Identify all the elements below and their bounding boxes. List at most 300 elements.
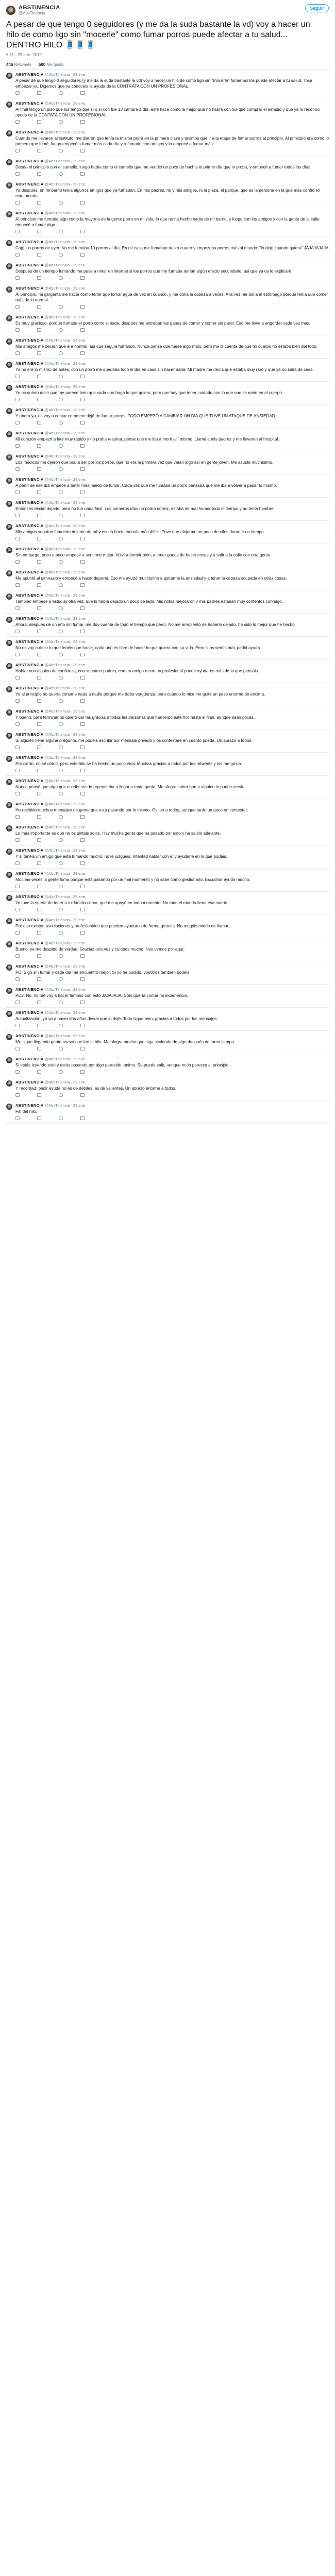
retweet-icon[interactable] — [37, 560, 41, 564]
follow-button[interactable]: Seguir — [305, 4, 329, 12]
reply-tweet[interactable] — [6, 544, 329, 567]
reply-tweet[interactable] — [6, 637, 329, 660]
message-icon[interactable] — [80, 149, 85, 152]
message-icon[interactable] — [80, 253, 85, 257]
reply-tweet[interactable] — [6, 451, 329, 474]
message-icon[interactable] — [80, 977, 85, 981]
avatar[interactable] — [6, 849, 12, 855]
message-icon[interactable] — [80, 676, 85, 680]
reply-icon[interactable] — [15, 606, 20, 610]
reply-tweet[interactable] — [6, 70, 329, 98]
avatar[interactable] — [6, 263, 12, 269]
reply-icon[interactable] — [15, 398, 20, 401]
retweet-icon[interactable] — [37, 861, 41, 865]
reply-tweet[interactable] — [6, 498, 329, 521]
avatar[interactable] — [6, 547, 12, 553]
reply-icon[interactable] — [15, 328, 20, 332]
heart-icon[interactable] — [59, 1001, 63, 1004]
message-icon[interactable] — [80, 421, 85, 425]
message-icon[interactable] — [80, 792, 85, 795]
retweet-icon[interactable] — [37, 172, 41, 176]
reply-author[interactable]: ABSTINENCIA — [15, 709, 44, 714]
avatar[interactable] — [6, 1034, 12, 1040]
retweet-icon[interactable] — [37, 91, 41, 95]
message-icon[interactable] — [80, 230, 85, 233]
retweet-icon[interactable] — [37, 537, 41, 540]
heart-icon[interactable] — [59, 253, 63, 257]
reply-icon[interactable] — [15, 630, 20, 633]
reply-author[interactable]: ABSTINENCIA — [15, 918, 44, 922]
retweet-icon[interactable] — [37, 328, 41, 332]
avatar[interactable] — [6, 570, 12, 577]
avatar[interactable] — [6, 315, 12, 321]
message-icon[interactable] — [80, 1024, 85, 1027]
reply-icon[interactable] — [15, 861, 20, 865]
avatar[interactable] — [6, 733, 12, 739]
heart-icon[interactable] — [59, 1093, 63, 1097]
reply-author[interactable]: ABSTINENCIA — [15, 211, 44, 215]
message-icon[interactable] — [80, 838, 85, 842]
reply-icon[interactable] — [15, 1093, 20, 1097]
reply-icon[interactable] — [15, 444, 20, 448]
retweet-icon[interactable] — [37, 120, 41, 124]
reply-tweet[interactable] — [6, 359, 329, 382]
heart-icon[interactable] — [59, 676, 63, 680]
reply-icon[interactable] — [15, 514, 20, 517]
message-icon[interactable] — [80, 931, 85, 935]
reply-tweet[interactable] — [6, 1031, 329, 1054]
message-icon[interactable] — [80, 1047, 85, 1050]
heart-icon[interactable] — [59, 467, 63, 471]
retweet-icon[interactable] — [37, 514, 41, 517]
reply-author[interactable]: ABSTINENCIA — [15, 130, 44, 134]
reply-icon[interactable] — [15, 1047, 20, 1050]
avatar[interactable] — [6, 182, 12, 189]
reply-author[interactable]: ABSTINENCIA — [15, 825, 44, 829]
avatar[interactable] — [6, 825, 12, 832]
heart-icon[interactable] — [59, 375, 63, 378]
reply-icon[interactable] — [15, 537, 20, 540]
reply-author[interactable]: ABSTINENCIA — [15, 286, 44, 291]
heart-icon[interactable] — [59, 149, 63, 152]
reply-tweet[interactable] — [6, 799, 329, 822]
reply-icon[interactable] — [15, 305, 20, 309]
reply-icon[interactable] — [15, 676, 20, 680]
message-icon[interactable] — [80, 444, 85, 448]
reply-author[interactable]: ABSTINENCIA — [15, 964, 44, 969]
heart-icon[interactable] — [59, 954, 63, 958]
reply-tweet[interactable] — [6, 1008, 329, 1031]
reply-author[interactable]: ABSTINENCIA — [15, 477, 44, 482]
retweet-icon[interactable] — [37, 722, 41, 726]
heart-icon[interactable] — [59, 769, 63, 772]
reply-author[interactable]: ABSTINENCIA — [15, 802, 44, 806]
reply-icon[interactable] — [15, 253, 20, 257]
reply-author[interactable]: ABSTINENCIA — [15, 848, 44, 853]
avatar[interactable] — [6, 130, 12, 137]
retweet-icon[interactable] — [37, 1047, 41, 1050]
retweet-icon[interactable] — [37, 1116, 41, 1120]
reply-icon[interactable] — [15, 1001, 20, 1004]
message-icon[interactable] — [80, 514, 85, 517]
message-icon[interactable] — [80, 120, 85, 124]
message-icon[interactable] — [80, 276, 85, 280]
message-icon[interactable] — [80, 653, 85, 656]
heart-icon[interactable] — [59, 172, 63, 176]
retweet-icon[interactable] — [37, 398, 41, 401]
heart-icon[interactable] — [59, 351, 63, 355]
message-icon[interactable] — [80, 172, 85, 176]
reply-tweet[interactable] — [6, 730, 329, 753]
avatar[interactable] — [6, 686, 12, 692]
reply-author[interactable]: ABSTINENCIA — [15, 315, 44, 319]
avatar[interactable] — [6, 802, 12, 808]
message-icon[interactable] — [80, 1116, 85, 1120]
reply-tweet[interactable] — [6, 208, 329, 237]
retweet-icon[interactable] — [37, 769, 41, 772]
heart-icon[interactable] — [59, 328, 63, 332]
reply-icon[interactable] — [15, 722, 20, 726]
heart-icon[interactable] — [59, 276, 63, 280]
reply-tweet[interactable] — [6, 1077, 329, 1100]
heart-icon[interactable] — [59, 120, 63, 124]
reply-author[interactable]: ABSTINENCIA — [15, 1033, 44, 1038]
message-icon[interactable] — [80, 375, 85, 378]
reply-author[interactable]: ABSTINENCIA — [15, 263, 44, 267]
author-handle[interactable]: @AbsTinencia — [19, 10, 45, 15]
avatar[interactable] — [6, 918, 12, 924]
avatar[interactable] — [6, 408, 12, 414]
reply-tweet[interactable] — [6, 521, 329, 544]
reply-icon[interactable] — [15, 201, 20, 205]
message-icon[interactable] — [80, 606, 85, 610]
heart-icon[interactable] — [59, 885, 63, 888]
reply-tweet[interactable] — [6, 614, 329, 637]
heart-icon[interactable] — [59, 792, 63, 795]
avatar[interactable] — [6, 964, 12, 971]
message-icon[interactable] — [80, 91, 85, 95]
retweet-icon[interactable] — [37, 838, 41, 842]
reply-tweet[interactable] — [6, 961, 329, 985]
reply-author[interactable]: ABSTINENCIA — [15, 240, 44, 244]
reply-author[interactable]: ABSTINENCIA — [15, 72, 44, 77]
reply-icon[interactable] — [15, 838, 20, 842]
reply-tweet[interactable] — [6, 260, 329, 283]
retweet-icon[interactable] — [37, 583, 41, 587]
heart-icon[interactable] — [59, 560, 63, 564]
heart-icon[interactable] — [59, 1116, 63, 1120]
reply-icon[interactable] — [15, 954, 20, 958]
retweet-icon[interactable] — [37, 1070, 41, 1074]
reply-author[interactable]: ABSTINENCIA — [15, 159, 44, 163]
reply-icon[interactable] — [15, 490, 20, 494]
message-icon[interactable] — [80, 745, 85, 749]
reply-tweet[interactable] — [6, 567, 329, 590]
avatar[interactable] — [6, 1104, 12, 1110]
retweet-icon[interactable] — [37, 253, 41, 257]
reply-tweet[interactable] — [6, 845, 329, 869]
message-icon[interactable] — [80, 537, 85, 540]
retweet-icon[interactable] — [37, 699, 41, 703]
reply-author[interactable]: ABSTINENCIA — [15, 500, 44, 505]
heart-icon[interactable] — [59, 653, 63, 656]
avatar[interactable] — [6, 709, 12, 716]
avatar[interactable] — [6, 362, 12, 368]
reply-author[interactable]: ABSTINENCIA — [15, 941, 44, 945]
message-icon[interactable] — [80, 490, 85, 494]
reply-tweet[interactable] — [6, 776, 329, 799]
message-icon[interactable] — [80, 954, 85, 958]
reply-icon[interactable] — [15, 172, 20, 176]
retweet-icon[interactable] — [37, 1093, 41, 1097]
heart-icon[interactable] — [59, 1047, 63, 1050]
retweet-icon[interactable] — [37, 201, 41, 205]
avatar[interactable] — [6, 663, 12, 669]
heart-icon[interactable] — [59, 201, 63, 205]
reply-author[interactable]: ABSTINENCIA — [15, 361, 44, 366]
reply-author[interactable]: ABSTINENCIA — [15, 570, 44, 574]
heart-icon[interactable] — [59, 583, 63, 587]
heart-icon[interactable] — [59, 722, 63, 726]
reply-tweet[interactable] — [6, 98, 329, 127]
reply-tweet[interactable] — [6, 179, 329, 208]
heart-icon[interactable] — [59, 490, 63, 494]
reply-author[interactable]: ABSTINENCIA — [15, 732, 44, 737]
reply-icon[interactable] — [15, 91, 20, 95]
message-icon[interactable] — [80, 861, 85, 865]
retweet-icon[interactable] — [37, 1001, 41, 1004]
retweet-icon[interactable] — [37, 375, 41, 378]
message-icon[interactable] — [80, 722, 85, 726]
avatar[interactable] — [6, 1011, 12, 1017]
heart-icon[interactable] — [59, 230, 63, 233]
reply-icon[interactable] — [15, 885, 20, 888]
reply-author[interactable]: ABSTINENCIA — [15, 547, 44, 551]
message-icon[interactable] — [80, 467, 85, 471]
reply-author[interactable]: ABSTINENCIA — [15, 778, 44, 783]
avatar[interactable] — [6, 240, 12, 246]
heart-icon[interactable] — [59, 861, 63, 865]
reply-icon[interactable] — [15, 583, 20, 587]
avatar[interactable] — [6, 872, 12, 878]
heart-icon[interactable] — [59, 537, 63, 540]
reply-author[interactable]: ABSTINENCIA — [15, 1103, 44, 1108]
heart-icon[interactable] — [59, 606, 63, 610]
reply-icon[interactable] — [15, 977, 20, 981]
reply-icon[interactable] — [15, 653, 20, 656]
heart-icon[interactable] — [59, 305, 63, 309]
avatar[interactable] — [6, 73, 12, 79]
avatar[interactable] — [6, 211, 12, 217]
reply-icon[interactable] — [15, 375, 20, 378]
heart-icon[interactable] — [59, 745, 63, 749]
reply-tweet[interactable] — [6, 915, 329, 938]
reply-icon[interactable] — [15, 351, 20, 355]
message-icon[interactable] — [80, 328, 85, 332]
message-icon[interactable] — [80, 699, 85, 703]
reply-icon[interactable] — [15, 908, 20, 911]
retweet-icon[interactable] — [37, 630, 41, 633]
reply-author[interactable]: ABSTINENCIA — [15, 454, 44, 459]
avatar[interactable] — [6, 338, 12, 345]
retweet-icon[interactable] — [37, 606, 41, 610]
reply-author[interactable]: ABSTINENCIA — [15, 101, 44, 106]
reply-author[interactable]: ABSTINENCIA — [15, 384, 44, 389]
reply-icon[interactable] — [15, 1024, 20, 1027]
reply-author[interactable]: ABSTINENCIA — [15, 593, 44, 598]
retweet-icon[interactable] — [37, 467, 41, 471]
reply-tweet[interactable] — [6, 335, 329, 359]
reply-tweet[interactable] — [6, 1054, 329, 1077]
heart-icon[interactable] — [59, 815, 63, 819]
heart-icon[interactable] — [59, 1070, 63, 1074]
avatar[interactable] — [6, 640, 12, 646]
reply-icon[interactable] — [15, 699, 20, 703]
avatar[interactable] — [6, 431, 12, 437]
retweet-icon[interactable] — [37, 885, 41, 888]
reply-icon[interactable] — [15, 421, 20, 425]
avatar[interactable] — [6, 286, 12, 293]
reply-tweet[interactable] — [6, 753, 329, 776]
heart-icon[interactable] — [59, 444, 63, 448]
avatar[interactable] — [6, 941, 12, 947]
message-icon[interactable] — [80, 305, 85, 309]
reply-icon[interactable] — [15, 560, 20, 564]
reply-tweet[interactable] — [6, 312, 329, 335]
reply-author[interactable]: ABSTINENCIA — [15, 987, 44, 992]
reply-author[interactable]: ABSTINENCIA — [15, 755, 44, 760]
avatar[interactable] — [6, 159, 12, 165]
avatar[interactable] — [6, 1080, 12, 1087]
reply-author[interactable]: ABSTINENCIA — [15, 408, 44, 412]
message-icon[interactable] — [80, 885, 85, 888]
reply-tweet[interactable] — [6, 938, 329, 961]
retweet-icon[interactable] — [37, 954, 41, 958]
avatar[interactable] — [6, 895, 12, 901]
reply-author[interactable]: ABSTINENCIA — [15, 686, 44, 690]
avatar[interactable] — [6, 756, 12, 762]
retweet-icon[interactable] — [37, 676, 41, 680]
reply-icon[interactable] — [15, 149, 20, 152]
retweet-icon[interactable] — [37, 792, 41, 795]
reply-author[interactable]: ABSTINENCIA — [15, 338, 44, 343]
reply-author[interactable]: ABSTINENCIA — [15, 182, 44, 187]
reply-author[interactable]: ABSTINENCIA — [15, 1010, 44, 1015]
heart-icon[interactable] — [59, 977, 63, 981]
reply-author[interactable]: ABSTINENCIA — [15, 894, 44, 899]
heart-icon[interactable] — [59, 908, 63, 911]
retweet-icon[interactable] — [37, 444, 41, 448]
message-icon[interactable] — [80, 560, 85, 564]
message-icon[interactable] — [80, 201, 85, 205]
reply-author[interactable]: ABSTINENCIA — [15, 523, 44, 528]
avatar[interactable] — [6, 501, 12, 507]
avatar[interactable] — [6, 478, 12, 484]
reply-tweet[interactable] — [6, 405, 329, 428]
avatar[interactable] — [6, 6, 15, 15]
message-icon[interactable] — [80, 769, 85, 772]
heart-icon[interactable] — [59, 838, 63, 842]
message-icon[interactable] — [80, 815, 85, 819]
reply-tweet[interactable] — [6, 382, 329, 405]
retweet-icon[interactable] — [37, 931, 41, 935]
reply-author[interactable]: ABSTINENCIA — [15, 431, 44, 435]
reply-tweet[interactable] — [6, 428, 329, 451]
reply-tweet[interactable] — [6, 237, 329, 260]
avatar[interactable] — [6, 101, 12, 108]
reply-tweet[interactable] — [6, 822, 329, 845]
message-icon[interactable] — [80, 630, 85, 633]
reply-tweet[interactable] — [6, 1100, 329, 1124]
reply-tweet[interactable] — [6, 283, 329, 312]
heart-icon[interactable] — [59, 514, 63, 517]
retweet-icon[interactable] — [37, 1024, 41, 1027]
author-name[interactable]: ABSTINENCIA — [19, 4, 60, 11]
retweet-icon[interactable] — [37, 653, 41, 656]
reply-icon[interactable] — [15, 769, 20, 772]
retweet-icon[interactable] — [37, 351, 41, 355]
reply-icon[interactable] — [15, 745, 20, 749]
avatar[interactable] — [6, 385, 12, 391]
retweet-icon[interactable] — [37, 230, 41, 233]
reply-tweet[interactable] — [6, 156, 329, 179]
retweet-icon[interactable] — [37, 908, 41, 911]
reply-tweet[interactable] — [6, 474, 329, 498]
message-icon[interactable] — [80, 1001, 85, 1004]
reply-author[interactable]: ABSTINENCIA — [15, 1057, 44, 1061]
heart-icon[interactable] — [59, 91, 63, 95]
retweet-icon[interactable] — [37, 276, 41, 280]
heart-icon[interactable] — [59, 699, 63, 703]
reply-tweet[interactable] — [6, 683, 329, 706]
reply-icon[interactable] — [15, 1070, 20, 1074]
reply-icon[interactable] — [15, 1116, 20, 1120]
message-icon[interactable] — [80, 1093, 85, 1097]
avatar[interactable] — [6, 454, 12, 461]
reply-author[interactable]: ABSTINENCIA — [15, 1080, 44, 1084]
reply-icon[interactable] — [15, 120, 20, 124]
reply-icon[interactable] — [15, 230, 20, 233]
heart-icon[interactable] — [59, 630, 63, 633]
reply-author[interactable]: ABSTINENCIA — [15, 639, 44, 644]
heart-icon[interactable] — [59, 931, 63, 935]
avatar[interactable] — [6, 779, 12, 785]
avatar[interactable] — [6, 594, 12, 600]
reply-icon[interactable] — [15, 792, 20, 795]
reply-tweet[interactable] — [6, 127, 329, 156]
heart-icon[interactable] — [59, 398, 63, 401]
avatar[interactable] — [6, 524, 12, 530]
message-icon[interactable] — [80, 351, 85, 355]
heart-icon[interactable] — [59, 1024, 63, 1027]
message-icon[interactable] — [80, 1070, 85, 1074]
avatar[interactable] — [6, 1057, 12, 1063]
message-icon[interactable] — [80, 398, 85, 401]
retweet-icon[interactable] — [37, 977, 41, 981]
reply-author[interactable]: ABSTINENCIA — [15, 871, 44, 876]
avatar[interactable] — [6, 988, 12, 994]
heart-icon[interactable] — [59, 421, 63, 425]
reply-author[interactable]: ABSTINENCIA — [15, 663, 44, 667]
retweet-icon[interactable] — [37, 745, 41, 749]
reply-tweet[interactable] — [6, 869, 329, 892]
avatar[interactable] — [6, 617, 12, 623]
message-icon[interactable] — [80, 908, 85, 911]
retweet-icon[interactable] — [37, 490, 41, 494]
reply-icon[interactable] — [15, 931, 20, 935]
reply-icon[interactable] — [15, 815, 20, 819]
reply-tweet[interactable] — [6, 590, 329, 614]
